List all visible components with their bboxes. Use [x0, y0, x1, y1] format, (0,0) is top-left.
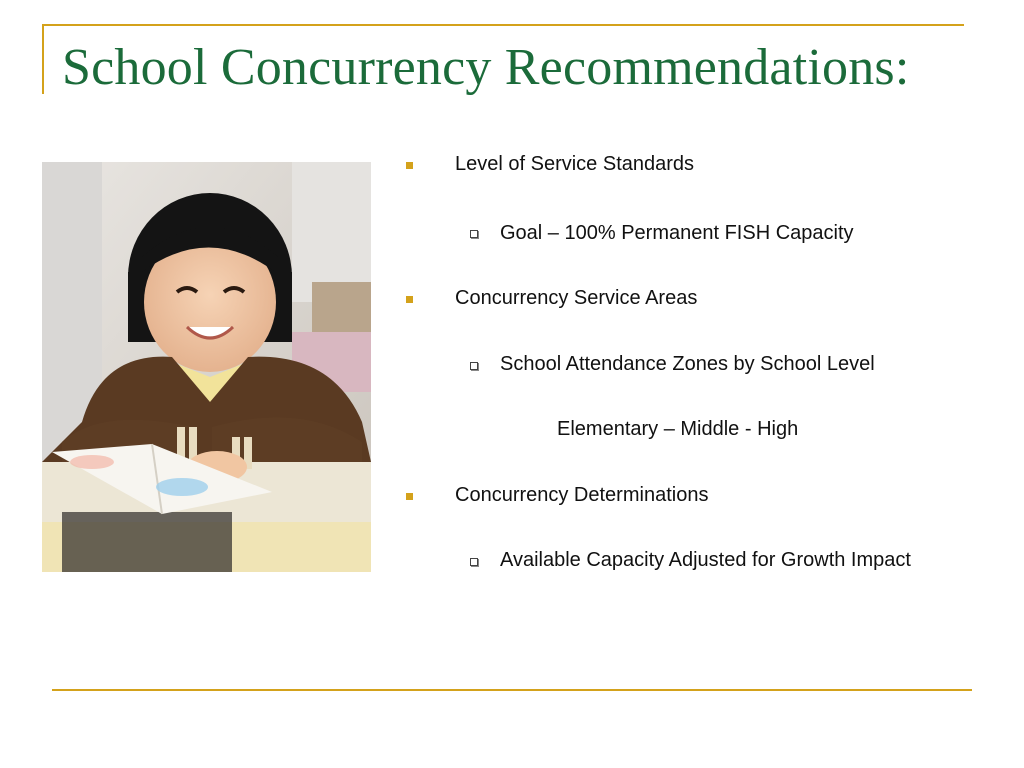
- square-bullet-icon: [406, 493, 413, 500]
- bullet-level2-goal: Goal – 100% Permanent FISH Capacity: [500, 222, 854, 244]
- top-border-line: [42, 24, 964, 26]
- hollow-square-bullet-icon: [470, 230, 478, 238]
- child-reading-photo: [42, 162, 371, 572]
- bullet-level3-school-levels: Elementary – Middle - High: [557, 418, 799, 440]
- bottom-rule-line: [52, 689, 972, 691]
- left-border-line: [42, 24, 44, 94]
- slide-title: School Concurrency Recommendations:: [62, 39, 910, 96]
- bullet-level1-determinations: Concurrency Determinations: [455, 484, 709, 506]
- square-bullet-icon: [406, 162, 413, 169]
- square-bullet-icon: [406, 296, 413, 303]
- bullet-level1-service-standards: Level of Service Standards: [455, 153, 695, 175]
- hollow-square-bullet-icon: [470, 558, 478, 566]
- bullet-level2-attendance-zones: School Attendance Zones by School Level: [500, 353, 875, 375]
- bullet-level2-available-capacity: Available Capacity Adjusted for Growth Impact: [500, 549, 911, 571]
- bullet-level1-service-areas: Concurrency Service Areas: [455, 287, 698, 309]
- photo-illustration: [42, 162, 371, 572]
- hollow-square-bullet-icon: [470, 362, 478, 370]
